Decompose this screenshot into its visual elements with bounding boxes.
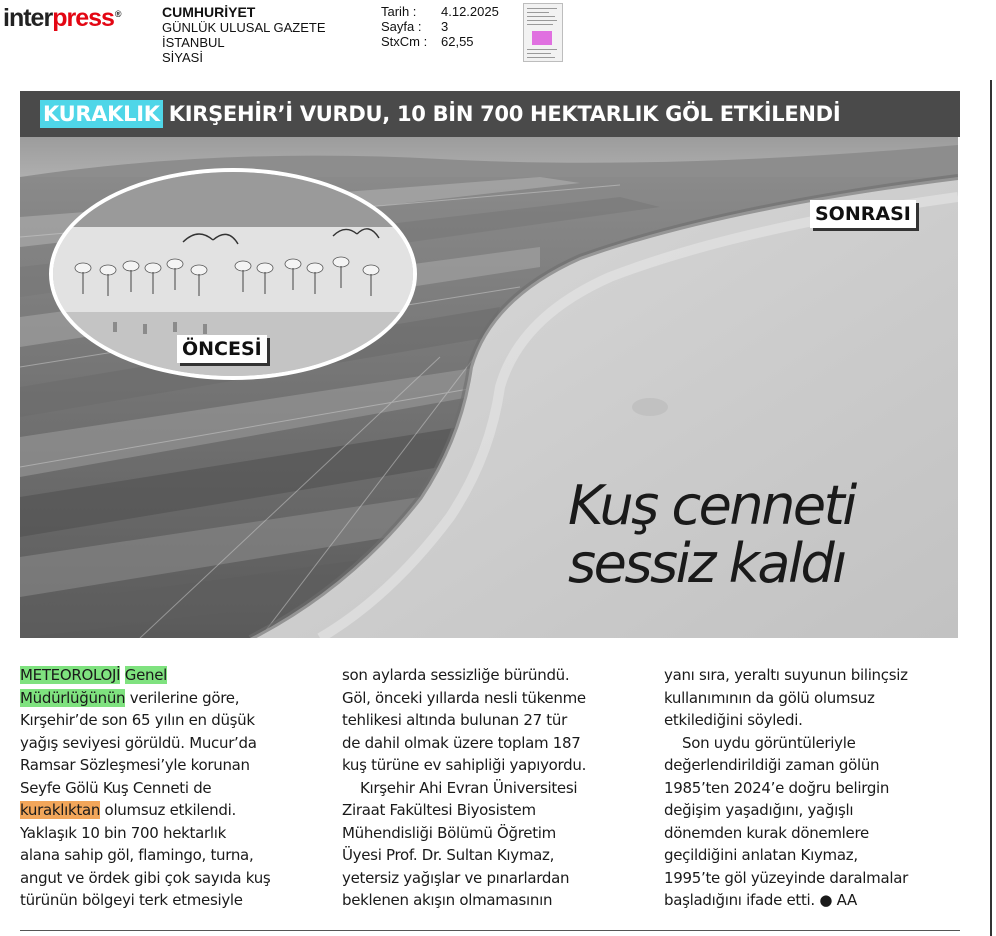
before-label: ÖNCESİ [177,335,267,363]
col2-line: beklenen akışın olmamasının [342,891,553,909]
col1-line [20,664,330,687]
col3-line: etkilediğini söyledi. [664,711,803,729]
page-value: 3 [441,19,449,34]
interpress-logo: interpress® [3,4,121,32]
col3-line: başladığını ifade etti. ● AA [664,891,857,909]
page-thumbnail[interactable] [523,3,563,62]
headline-bar [20,91,960,137]
column-rule [990,80,992,936]
col1-line: Yaklaşık 10 bin 700 hektarlık [20,823,226,842]
publication-type: GÜNLÜK ULUSAL GAZETE [162,20,326,35]
column-2 [342,664,654,912]
col2-line: kuş türüne ev sahipliği yapıyordu. [342,756,587,774]
col2-line: Kırşehir Ahi Evran Üniversitesi [360,778,578,797]
title-line-1: Kuş cenneti [568,474,855,537]
highlight-mudurlugunun: Müdürlüğünün [20,688,126,707]
col3-line: kullanımının da gölü olumsuz [664,688,875,707]
date-row: Tarih : 4.12.2025 [381,4,499,19]
col2-line: de dahil olmak üzere toplam 187 [342,733,581,752]
page-row: Sayfa : 3 [381,19,449,34]
col2-line: yetersiz yağışlar ve pınarlardan [342,868,570,887]
col1-line: angut ve ördek gibi çok sayıda kuş [20,868,271,887]
col2-line: Mühendisliği Bölümü Öğretim [342,823,556,842]
col2-line: Üyesi Prof. Dr. Sultan Kıymaz, [342,846,555,864]
publication-info [162,5,362,65]
column-1 [20,664,330,912]
kicker: KURAKLIK [40,100,163,128]
stxcm-row: StxCm : 62,55 [381,34,474,49]
title-line-2: sessiz kaldı [568,532,845,595]
col1-line: Müdürlüğünün verilerine göre, [20,688,240,707]
col3-line: değişim yaşadığını, yağışlı [664,801,854,819]
col1-line: kuraklıktan olumsuz etkilendi. [20,801,236,819]
column-3 [664,664,964,912]
bottom-rule [20,930,960,931]
aerial-photo [20,137,958,638]
col1-line: alana sahip göl, flamingo, turna, [20,846,254,864]
col1-line: yağış seviyesi görüldü. Mucur’da [20,733,257,752]
col1-line: Kırşehir’de son 65 yılın en düşük [20,711,255,729]
highlight-kuraklik: kuraklıktan [20,801,101,819]
stxcm-value: 62,55 [441,34,474,49]
col2-line: tehlikesi altında bulunan 27 tür [342,711,567,729]
col3-line: geçildiğini anlatan Kıymaz, [664,846,858,864]
col3-line: Son uydu görüntüleriyle [682,733,856,752]
headline: KIRŞEHİR’İ VURDU, 10 BİN 700 HEKTARLIK GÖL ETKİLENDİ [168,102,841,126]
publication-name: CUMHURİYET [162,4,256,20]
col2-line: Göl, önceki yıllarda nesli tükenme [342,688,586,707]
col1-line: Seyfe Gölü Kuş Cenneti de [20,778,212,797]
col3-line: 1985’ten 2024’e doğru belirgin [664,778,890,797]
col3-line: dönemden kurak dönemlere [664,823,869,842]
highlight-meteoroloji: METEOROLOJİ [20,666,121,684]
article-title [568,474,953,595]
after-label: SONRASI [810,200,916,228]
col1-line: türünün bölgeyi terk etmesiyle [20,891,243,909]
col2-line: Ziraat Fakültesi Biyosistem [342,801,536,819]
col1-line: Ramsar Sözleşmesi’yle korunan [20,756,250,774]
col3-line: yanı sıra, yeraltı suyunun bilinçsiz [664,666,908,684]
col3-line: değerlendirildiği zaman gölün [664,756,880,774]
article-body [20,664,960,914]
col3-line: 1995’te göl yüzeyinde daralmalar [664,868,908,887]
highlight-genel: Genel [124,666,168,684]
publication-section: SİYASİ [162,50,203,65]
date-value: 4.12.2025 [441,4,499,19]
publication-city: İSTANBUL [162,35,225,50]
col2-line: son aylarda sessizliğe büründü. [342,666,570,684]
clipping-meta [381,4,499,49]
